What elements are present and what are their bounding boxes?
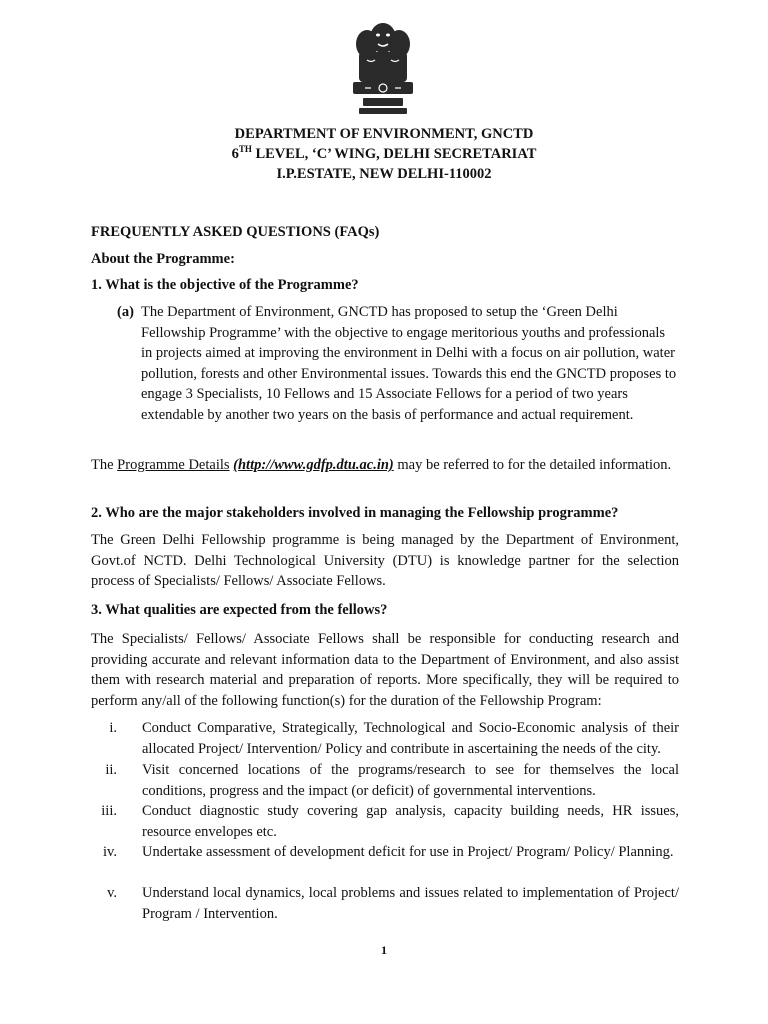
answer-label-a: (a) xyxy=(117,304,134,320)
answer-1: The Department of Environment, GNCTD has proposed to setup the ‘Green Delhi Fellowship Programme’ with the objective to engage meritorious youths and professionals in projects aimed at improving the environment in Delhi with a focus on air pollution, water pollution, forests and other Environmental issues. Towards this end the GNCTD proposes to engage 3 Specialists, 10 Fellows and 15 Associate Fellows for a period of two years extendable by another two years on the basis of performance and actual requirement. xyxy=(141,304,677,423)
faq-title: FREQUENTLY ASKED QUESTIONS (FAQs) xyxy=(91,224,380,240)
national-emblem-icon xyxy=(345,18,421,118)
section-title: About the Programme: xyxy=(91,251,235,267)
answer-2: The Green Delhi Fellowship programme is being managed by the Department of Environment, Govt.of NCTD. Delhi Technological University (DTU) is knowledge partner for the selection process of Specialists/ Fellows/ Associate Fellows. xyxy=(91,532,679,590)
department-city-line: I.P.ESTATE, NEW DELHI-110002 xyxy=(276,166,492,182)
question-2: 2. Who are the major stakeholders involved in managing the Fellowship programme? xyxy=(91,505,619,521)
page-number: 1 xyxy=(381,943,387,957)
programme-details-paragraph: The Programme Details (http://www.gdfp.dtu.ac.in) may be referred to for the detailed information. xyxy=(91,457,672,473)
document-page: DEPARTMENT OF ENVIRONMENT, GNCTD 6TH LEVEL, ‘C’ WING, DELHI SECRETARIAT I.P.ESTATE, NEW DELHI-110002 FREQUENTLY ASKED QUESTIONS (FAQs) About the Programme: 1. What is the objective of the Programme? (a) The Department of Environment, GNCTD has proposed to setup the ‘Green Delhi Fellowship Programme’ with the objective to engage meritorious youths and professionals in projects aimed at improving the environment in Delhi with a focus on air pollution, water pollution, forests and other Environmental issues. Towards this end the GNCTD proposes to engage 3 Specialists, 10 Fellows and 15 Associate Fellows for a period of two years extendable by another two years on the basis of performance and actual requirement. The Programme Details (http://www.gdfp.dtu.ac.in) may be referred to for the detailed information. 2. Who are the major stakeholders involved in managing the Fellowship programme? The Green Delhi Fellowship programme is being managed by the Department of Environment, Govt.of NCTD. Delhi Technological University (DTU) is knowledge partner for the selection process of Specialists/ Fellows/ Associate Fellows. 3. What qualities are expected from the fellows? The Specialists/ Fellows/ Associate Fellows shall be responsible for conducting research and providing accurate and relevant information data to the Department of Environment, and also assist them with research material and preparation of reports. More specifically, they will be required to perform any/all of the following function(s) for the duration of the Fellowship Program: i. Conduct Comparative, Strategically, Technological and Socio-Economic analysis of their allocated Project/ Intervention/ Policy and contribute in ascertaining the needs of the city. ii. Visit concerned locations of the programs/research to see for themselves the local conditions, progress and the impact (or deficit) of governmental interventions. iii. Conduct diagnostic study covering gap analysis, capacity building needs, HR issues, resource envelopes etc. iv. Undertake assessment of development deficit for use in Project/ Program/ Policy/ Planning. v. Understand local dynamics, local problems and issues related to implementation of Project/ Program / Intervention. 1 xyxy=(0,0,768,1024)
department-name: DEPARTMENT OF ENVIRONMENT, GNCTD xyxy=(234,126,534,142)
programme-url-link[interactable]: (http://www.gdfp.dtu.ac.in) xyxy=(233,457,394,473)
question-3: 3. What qualities are expected from the fellows? xyxy=(91,602,388,618)
answer-3: The Specialists/ Fellows/ Associate Fellows shall be responsible for conducting research and providing accurate and relevant information data to the Department of Environment, and also assist them with research material and preparation of reports. More specifically, they will be required to perform any/all of the following function(s) for the duration of the Fellowship Program: xyxy=(91,631,679,709)
programme-details-link[interactable]: Programme Details xyxy=(117,457,230,473)
question-1: 1. What is the objective of the Programme? xyxy=(91,277,359,293)
department-address-line: 6TH LEVEL, ‘C’ WING, DELHI SECRETARIAT xyxy=(231,144,537,162)
